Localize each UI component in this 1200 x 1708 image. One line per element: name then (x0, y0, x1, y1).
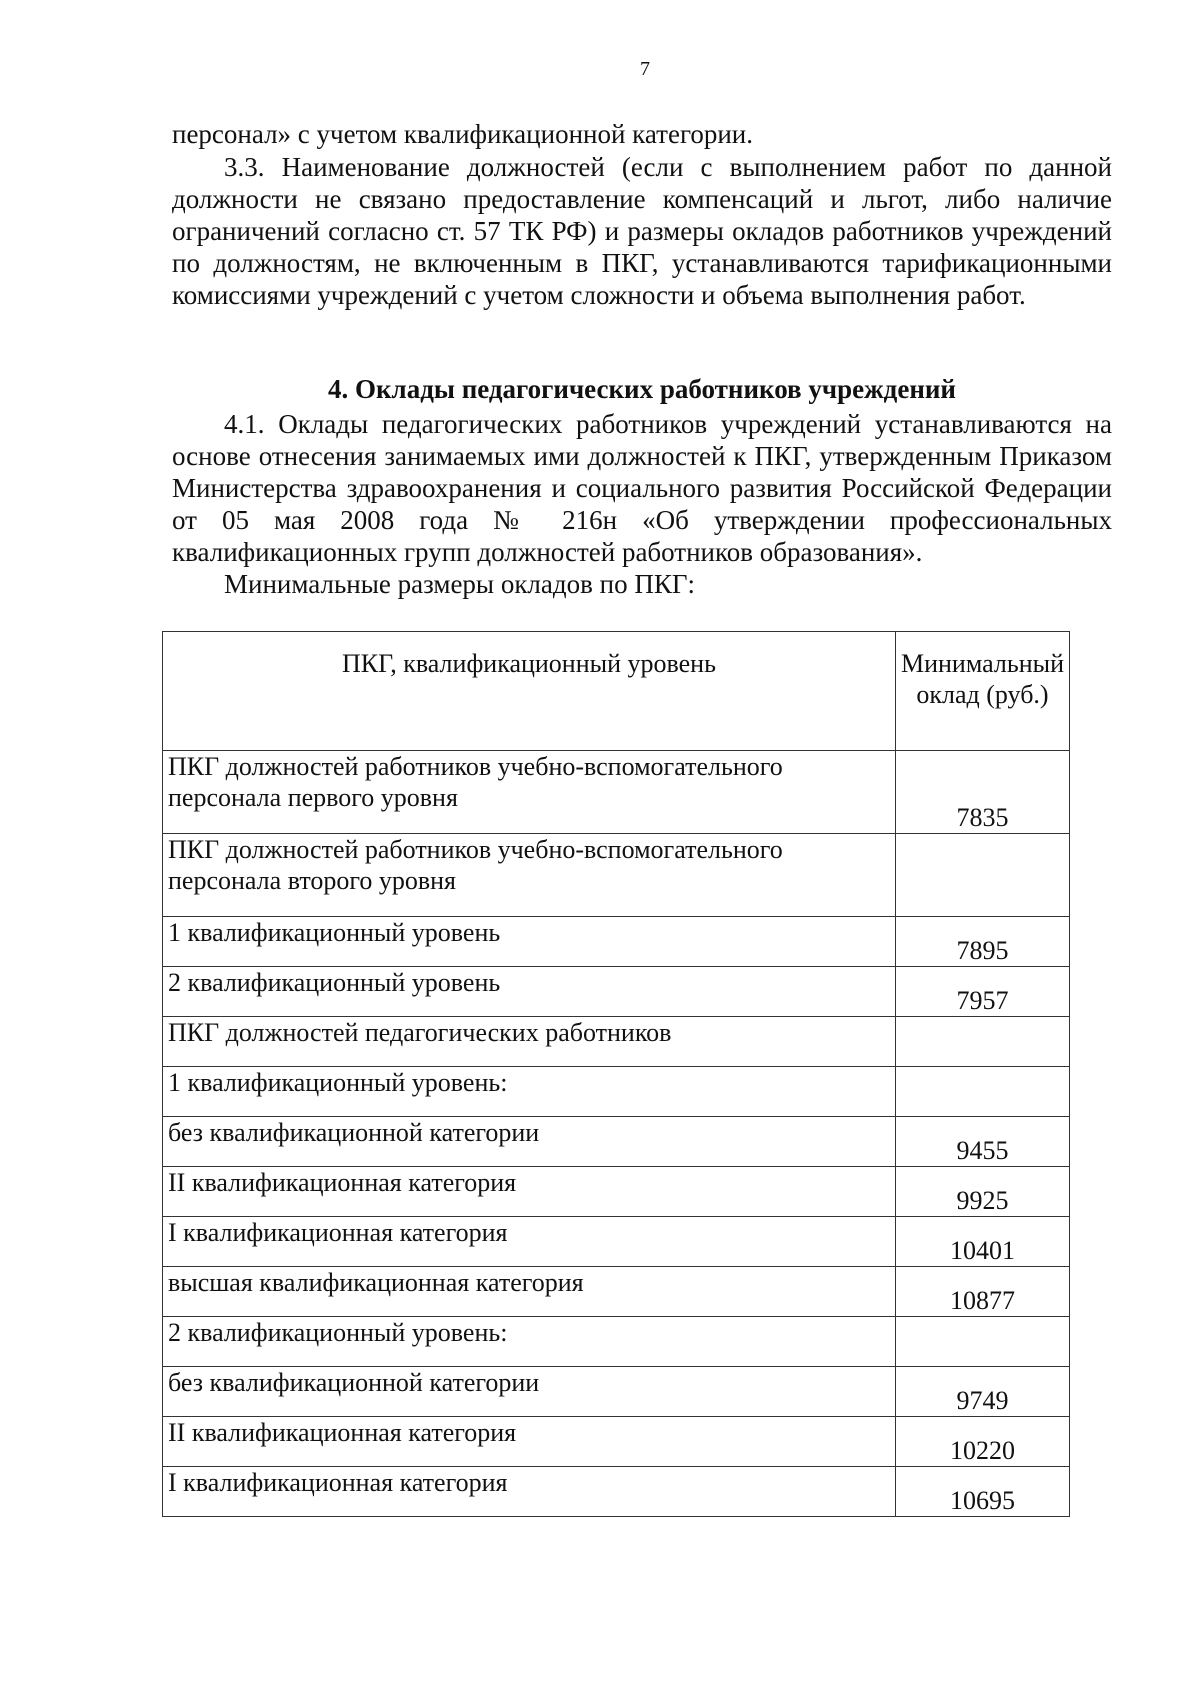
row-label: 1 квалификационный уровень (163, 917, 896, 967)
table-row (163, 1467, 1070, 1517)
paragraph-4-1 (172, 408, 1112, 568)
row-value: 7957 (895, 967, 1069, 1017)
row-label: 2 квалификационный уровень: (163, 1317, 896, 1367)
row-value: 10695 (895, 1467, 1069, 1517)
row-value: 10220 (895, 1417, 1069, 1467)
row-value (895, 1317, 1069, 1367)
paragraph-3-3 (172, 151, 1112, 311)
row-label: 2 квалификационный уровень (163, 967, 896, 1017)
row-label: 1 квалификационный уровень: (163, 1067, 896, 1117)
row-label: без квалификационной категории (163, 1117, 896, 1167)
table-row (163, 967, 1070, 1017)
table-row (163, 834, 1070, 917)
paragraph-4-1-text: 4.1. Оклады педагогических работников учреждений устанавливаются на основе отнесения занимаемых ими должностей к ПКГ, утвержденным Приказом Министерства здравоохранения и социального развития Российской Федерации от 05 мая 2008 года № 216н «Об утверждении профессиональных квалификационных групп должностей работников образования». (172, 409, 1112, 567)
row-value (895, 1017, 1069, 1067)
row-label: II квалификационная категория (163, 1417, 896, 1467)
table-row (163, 1167, 1070, 1217)
row-label: высшая квалификационная категория (163, 1267, 896, 1317)
table-row (163, 1417, 1070, 1467)
paragraph-min-sizes-text: Минимальные размеры окладов по ПКГ: (224, 569, 695, 599)
row-label: ПКГ должностей работников учебно-вспомогательного персонала первого уровня (163, 751, 896, 834)
paragraph-intro-text: персонал» с учетом квалификационной категории. (172, 119, 753, 149)
row-label: II квалификационная категория (163, 1167, 896, 1217)
section-heading: 4. Оклады педагогических работников учреждений (328, 374, 956, 404)
table-header-row (163, 632, 1070, 751)
table-row (163, 1367, 1070, 1417)
table-row (163, 1217, 1070, 1267)
row-value: 10877 (895, 1267, 1069, 1317)
row-label: I квалификационная категория (163, 1217, 896, 1267)
table-row (163, 751, 1070, 834)
paragraph-3-3-text: 3.3. Наименование должностей (если с выполнением работ по данной должности не связано предоставление компенсаций и льгот, либо наличие ограничений согласно ст. 57 ТК РФ) и размеры окладов работников учреждений по должностям, не включенным в ПКГ, устанавливаются тарификационными комиссиями учреждений с учетом сложности и объема выполнения работ. (172, 152, 1112, 310)
row-label: ПКГ должностей работников учебно-вспомогательного персонала второго уровня (163, 834, 896, 917)
row-value: 9925 (895, 1167, 1069, 1217)
header-salary: Минимальный оклад (руб.) (895, 632, 1069, 751)
row-value: 10401 (895, 1217, 1069, 1267)
page-number: 7 (640, 58, 650, 80)
table-row (163, 917, 1070, 967)
row-value: 9749 (895, 1367, 1069, 1417)
table-row (163, 1267, 1070, 1317)
row-value: 9455 (895, 1117, 1069, 1167)
table-row (163, 1017, 1070, 1067)
row-value (895, 834, 1069, 917)
row-value (895, 1067, 1069, 1117)
table-row (163, 1317, 1070, 1367)
row-label: ПКГ должностей педагогических работников (163, 1017, 896, 1067)
paragraph-min-sizes (172, 568, 1112, 600)
row-label: I квалификационная категория (163, 1467, 896, 1517)
paragraph-intro (172, 118, 1112, 150)
row-label: без квалификационной категории (163, 1367, 896, 1417)
table-row (163, 1117, 1070, 1167)
table-row (163, 1067, 1070, 1117)
row-value: 7895 (895, 917, 1069, 967)
row-value: 7835 (895, 751, 1069, 834)
header-level: ПКГ, квалификационный уровень (163, 632, 896, 751)
salary-table (162, 631, 1070, 1517)
